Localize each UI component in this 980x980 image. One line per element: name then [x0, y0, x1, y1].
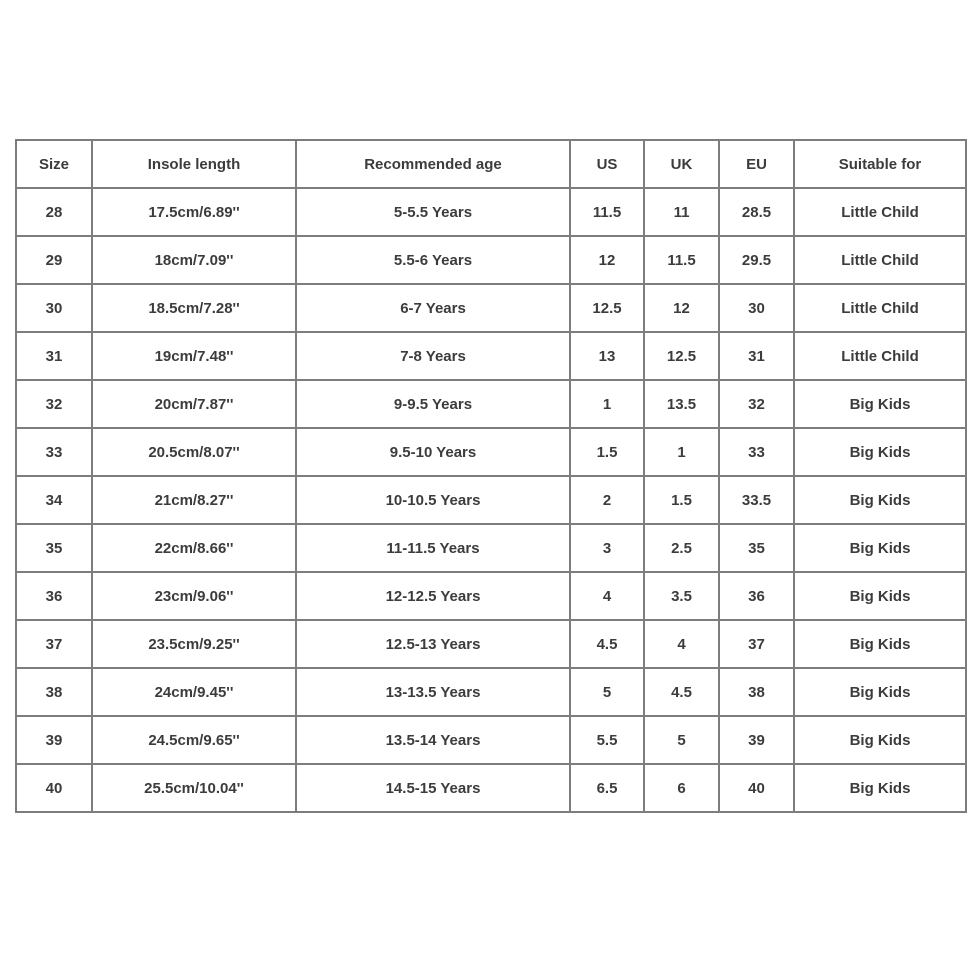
eu-size-cell: 30: [719, 284, 794, 332]
suitable-for-cell: Big Kids: [794, 476, 966, 524]
us-size-cell: 1: [570, 380, 644, 428]
eu-size-cell: 31: [719, 332, 794, 380]
uk-size-cell: 1: [644, 428, 719, 476]
header-eu: EU: [719, 140, 794, 188]
eu-size-cell: 28.5: [719, 188, 794, 236]
uk-size-cell: 2.5: [644, 524, 719, 572]
table-row: [16, 188, 966, 236]
uk-size-cell: 3.5: [644, 572, 719, 620]
insole-length-cell: 22cm/8.66'': [92, 524, 296, 572]
table-row: [16, 524, 966, 572]
insole-length-cell: 23cm/9.06'': [92, 572, 296, 620]
eu-size-cell: 33.5: [719, 476, 794, 524]
eu-size-cell: 38: [719, 668, 794, 716]
suitable-for-cell: Big Kids: [794, 764, 966, 812]
size-cell: 40: [16, 764, 92, 812]
suitable-for-cell: Little Child: [794, 284, 966, 332]
header-us: US: [570, 140, 644, 188]
size-cell: 33: [16, 428, 92, 476]
size-cell: 32: [16, 380, 92, 428]
recommended-age-cell: 14.5-15 Years: [296, 764, 570, 812]
table-row: [16, 284, 966, 332]
us-size-cell: 5.5: [570, 716, 644, 764]
eu-size-cell: 37: [719, 620, 794, 668]
size-cell: 34: [16, 476, 92, 524]
size-cell: 36: [16, 572, 92, 620]
table-row: [16, 428, 966, 476]
recommended-age-cell: 12-12.5 Years: [296, 572, 570, 620]
uk-size-cell: 12.5: [644, 332, 719, 380]
eu-size-cell: 32: [719, 380, 794, 428]
suitable-for-cell: Big Kids: [794, 716, 966, 764]
table-row: [16, 380, 966, 428]
suitable-for-cell: Little Child: [794, 332, 966, 380]
uk-size-cell: 6: [644, 764, 719, 812]
us-size-cell: 1.5: [570, 428, 644, 476]
uk-size-cell: 1.5: [644, 476, 719, 524]
insole-length-cell: 24.5cm/9.65'': [92, 716, 296, 764]
size-chart-header: [16, 140, 966, 188]
table-row: [16, 332, 966, 380]
uk-size-cell: 12: [644, 284, 719, 332]
suitable-for-cell: Big Kids: [794, 380, 966, 428]
insole-length-cell: 18cm/7.09'': [92, 236, 296, 284]
recommended-age-cell: 5-5.5 Years: [296, 188, 570, 236]
recommended-age-cell: 13.5-14 Years: [296, 716, 570, 764]
suitable-for-cell: Big Kids: [794, 428, 966, 476]
table-row: [16, 476, 966, 524]
size-cell: 29: [16, 236, 92, 284]
recommended-age-cell: 7-8 Years: [296, 332, 570, 380]
eu-size-cell: 29.5: [719, 236, 794, 284]
size-cell: 39: [16, 716, 92, 764]
uk-size-cell: 4.5: [644, 668, 719, 716]
table-row: [16, 764, 966, 812]
insole-length-cell: 25.5cm/10.04'': [92, 764, 296, 812]
uk-size-cell: 5: [644, 716, 719, 764]
eu-size-cell: 39: [719, 716, 794, 764]
size-chart-body: [16, 188, 966, 812]
table-row: [16, 572, 966, 620]
suitable-for-cell: Little Child: [794, 236, 966, 284]
size-cell: 31: [16, 332, 92, 380]
size-cell: 30: [16, 284, 92, 332]
header-insole-length: Insole length: [92, 140, 296, 188]
suitable-for-cell: Big Kids: [794, 620, 966, 668]
us-size-cell: 4.5: [570, 620, 644, 668]
eu-size-cell: 35: [719, 524, 794, 572]
us-size-cell: 3: [570, 524, 644, 572]
us-size-cell: 12.5: [570, 284, 644, 332]
uk-size-cell: 11: [644, 188, 719, 236]
uk-size-cell: 4: [644, 620, 719, 668]
eu-size-cell: 33: [719, 428, 794, 476]
table-row: [16, 620, 966, 668]
recommended-age-cell: 13-13.5 Years: [296, 668, 570, 716]
recommended-age-cell: 9.5-10 Years: [296, 428, 570, 476]
suitable-for-cell: Big Kids: [794, 524, 966, 572]
us-size-cell: 13: [570, 332, 644, 380]
recommended-age-cell: 5.5-6 Years: [296, 236, 570, 284]
eu-size-cell: 40: [719, 764, 794, 812]
suitable-for-cell: Big Kids: [794, 668, 966, 716]
uk-size-cell: 13.5: [644, 380, 719, 428]
recommended-age-cell: 9-9.5 Years: [296, 380, 570, 428]
header-uk: UK: [644, 140, 719, 188]
insole-length-cell: 18.5cm/7.28'': [92, 284, 296, 332]
insole-length-cell: 24cm/9.45'': [92, 668, 296, 716]
us-size-cell: 6.5: [570, 764, 644, 812]
recommended-age-cell: 10-10.5 Years: [296, 476, 570, 524]
size-cell: 35: [16, 524, 92, 572]
us-size-cell: 5: [570, 668, 644, 716]
size-cell: 38: [16, 668, 92, 716]
eu-size-cell: 36: [719, 572, 794, 620]
uk-size-cell: 11.5: [644, 236, 719, 284]
us-size-cell: 12: [570, 236, 644, 284]
size-cell: 37: [16, 620, 92, 668]
header-suitable-for: Suitable for: [794, 140, 966, 188]
us-size-cell: 11.5: [570, 188, 644, 236]
insole-length-cell: 20.5cm/8.07'': [92, 428, 296, 476]
header-recommended-age: Recommended age: [296, 140, 570, 188]
recommended-age-cell: 12.5-13 Years: [296, 620, 570, 668]
insole-length-cell: 17.5cm/6.89'': [92, 188, 296, 236]
insole-length-cell: 21cm/8.27'': [92, 476, 296, 524]
us-size-cell: 2: [570, 476, 644, 524]
insole-length-cell: 23.5cm/9.25'': [92, 620, 296, 668]
recommended-age-cell: 11-11.5 Years: [296, 524, 570, 572]
suitable-for-cell: Big Kids: [794, 572, 966, 620]
size-cell: 28: [16, 188, 92, 236]
table-row: [16, 236, 966, 284]
insole-length-cell: 19cm/7.48'': [92, 332, 296, 380]
us-size-cell: 4: [570, 572, 644, 620]
insole-length-cell: 20cm/7.87'': [92, 380, 296, 428]
suitable-for-cell: Little Child: [794, 188, 966, 236]
header-row: [16, 140, 966, 188]
header-size: Size: [16, 140, 92, 188]
size-chart-table: [15, 139, 967, 813]
table-row: [16, 668, 966, 716]
recommended-age-cell: 6-7 Years: [296, 284, 570, 332]
table-row: [16, 716, 966, 764]
